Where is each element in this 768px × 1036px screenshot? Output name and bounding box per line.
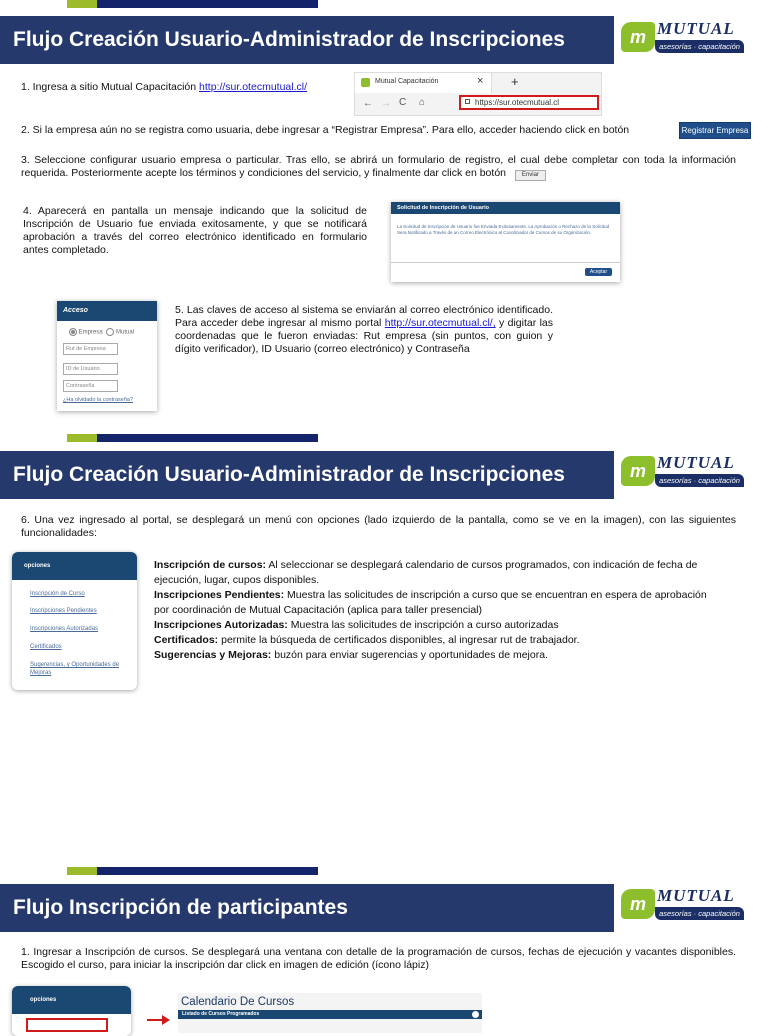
login-panel: Acceso Empresa Mutual Rut de Empresa ID de Usuario Contraseña ¿Ha olvidado la contraseña? — [57, 301, 157, 411]
password-input[interactable]: Contraseña — [63, 380, 118, 392]
step-3: 3. Seleccione configurar usuario empresa o particular. Tras ello, se abrirá un formulario de registro, el cual debe completar con toda la información requerida. Posteriormente acepte los términos y condiciones del servicio, y finalmente dar click en botón Enviar — [21, 154, 736, 179]
collapse-icon[interactable] — [472, 1011, 479, 1018]
user-id-input[interactable]: ID de Usuario — [63, 363, 118, 375]
success-dialog: Solicitud de Inscripción de Usuario La Solicitud de Inscripción de Usuario fue Enviada Exitosamente. La Aprobación o Rechazo de la Solicitud Sera Notificado a Través de un Correo Electrónico al Coordinador de Cursos de su Organización. Aceptar — [391, 202, 620, 282]
section-title: Flujo Creación Usuario-Administrador de Inscripciones — [0, 16, 614, 64]
menu-item-certificates[interactable]: Certificados — [30, 644, 62, 650]
home-icon[interactable]: ⌂ — [419, 97, 426, 108]
accent-bar — [67, 867, 318, 875]
feature-item: Sugerencias y Mejoras: buzón para enviar sugerencias y oportunidades de mejora. — [154, 649, 548, 661]
step-5: 5. Las claves de acceso al sistema se enviarán al correo electrónico identificado. Para acceder debe ingresar al mismo portal http://sur.otecmutual.cl/, y digitar las coordenadas que le fueron enviadas: Rut empresa (sin puntos, con guion y dígito verificador), ID Usuario (correo electrónico) y Contraseña — [175, 304, 554, 355]
course-calendar — [178, 993, 482, 1033]
new-tab-icon[interactable]: + — [511, 74, 519, 89]
menu-item-suggestions[interactable]: Sugerencias, y Oportunidades de Mejoras — [30, 662, 120, 676]
portal-link[interactable]: http://sur.otecmutual.cl/ — [199, 81, 307, 93]
portal-link-2[interactable]: http://sur.otecmutual.cl/, — [384, 317, 496, 329]
mutual-logo: m MUTUAL asesorías · capacitación — [621, 453, 746, 489]
company-radio[interactable] — [69, 328, 77, 336]
register-company-button[interactable]: Registrar Empresa — [679, 122, 751, 139]
section-title: Flujo Creación Usuario-Administrador de Inscripciones — [0, 451, 614, 499]
logo-mark-icon: m — [621, 22, 655, 52]
step-4: 4. Aparecerá en pantalla un mensaje indicando que la solicitud de Inscripción de Usuario fue enviada exitosamente, y que se notificará aprobación a través del correo electrónico identificado en formulario antes completado. — [23, 205, 367, 256]
menu-item-course-enrollment[interactable]: Inscripción de Curso — [30, 591, 85, 597]
browser-screenshot — [354, 72, 602, 116]
mutual-logo: m MUTUAL asesorías · capacitación — [621, 19, 746, 55]
features-list — [154, 558, 714, 663]
address-bar[interactable]: https://sur.otecmutual.cl — [459, 95, 599, 110]
send-button[interactable]: Enviar — [515, 170, 546, 181]
forward-icon[interactable]: → — [381, 98, 391, 109]
accept-button[interactable]: Aceptar — [585, 268, 612, 276]
menu-item-pending[interactable]: Inscripciones Pendientes — [30, 608, 97, 614]
step-1: 1. Ingresa a sitio Mutual Capacitación http://sur.otecmutual.cl/ — [21, 81, 307, 93]
favicon-icon — [361, 78, 370, 87]
calendar-subtitle: Listado de Cursos Programados — [178, 1010, 482, 1019]
highlight-course-enrollment[interactable] — [26, 1018, 108, 1032]
close-tab-icon[interactable]: × — [477, 75, 484, 87]
back-icon[interactable]: ← — [363, 98, 373, 109]
logo-mark-icon: m — [621, 456, 655, 486]
feature-item: Inscripciones Pendientes: Muestra las solicitudes de inscripción a curso que se encuentran en espera de aprobación por coordinación de Mutual Capacitación (aplica para taller presencial) — [154, 589, 707, 616]
logo-mark-icon: m — [621, 889, 655, 919]
mutual-radio[interactable] — [106, 328, 114, 336]
lock-icon — [465, 99, 470, 104]
accent-bar — [67, 434, 318, 442]
calendar-title: Calendario De Cursos — [181, 996, 295, 1008]
menu-item-authorized[interactable]: Inscripciones Autorizadas — [30, 626, 99, 632]
feature-item: Certificados: permite la búsqueda de certificados disponibles, al ingresar rut de trabajador. — [154, 634, 580, 646]
reload-icon[interactable]: C — [399, 97, 407, 108]
options-menu: opciones — [12, 986, 131, 1036]
feature-item: Inscripción de cursos: Al seleccionar se desplegará calendario de cursos programados, con indicación de fecha de ejecución, lugar, cupos disponibles. — [154, 559, 698, 586]
browser-tab: Mutual Capacitación × — [355, 73, 492, 93]
options-menu: opciones Inscripción de Curso Inscripciones Pendientes Inscripciones Autorizadas Certificados Sugerencias, y Oportunidades de Mejoras — [12, 552, 137, 690]
step-2: 2. Si la empresa aún no se registra como usuaria, debe ingresar a “Registrar Empresa”. Para ello, acceder haciendo click en botón — [21, 124, 630, 136]
step-1-enrollment: 1. Ingresar a Inscripción de cursos. Se desplegará una ventana con detalle de la programación de cursos, fechas de ejecución y vacantes disponibles. Escogido el curso, para iniciar la inscripción dar click en imagen de edición (ícono lápiz) — [21, 946, 736, 971]
accent-bar — [67, 0, 318, 8]
section-title: Flujo Inscripción de participantes — [0, 884, 614, 932]
forgot-password-link[interactable]: ¿Ha olvidado la contraseña? — [63, 397, 134, 403]
feature-item: Inscripciones Autorizadas: Muestra las solicitudes de inscripción a curso autorizadas — [154, 619, 559, 631]
mutual-logo: m MUTUAL asesorías · capacitación — [621, 886, 746, 922]
company-rut-input[interactable]: Rut de Empresa — [63, 343, 118, 355]
step-6: 6. Una vez ingresado al portal, se desplegará un menú con opciones (lado izquierdo de la pantalla, como se ve en la imagen), con las siguientes funcionalidades: — [21, 514, 736, 539]
